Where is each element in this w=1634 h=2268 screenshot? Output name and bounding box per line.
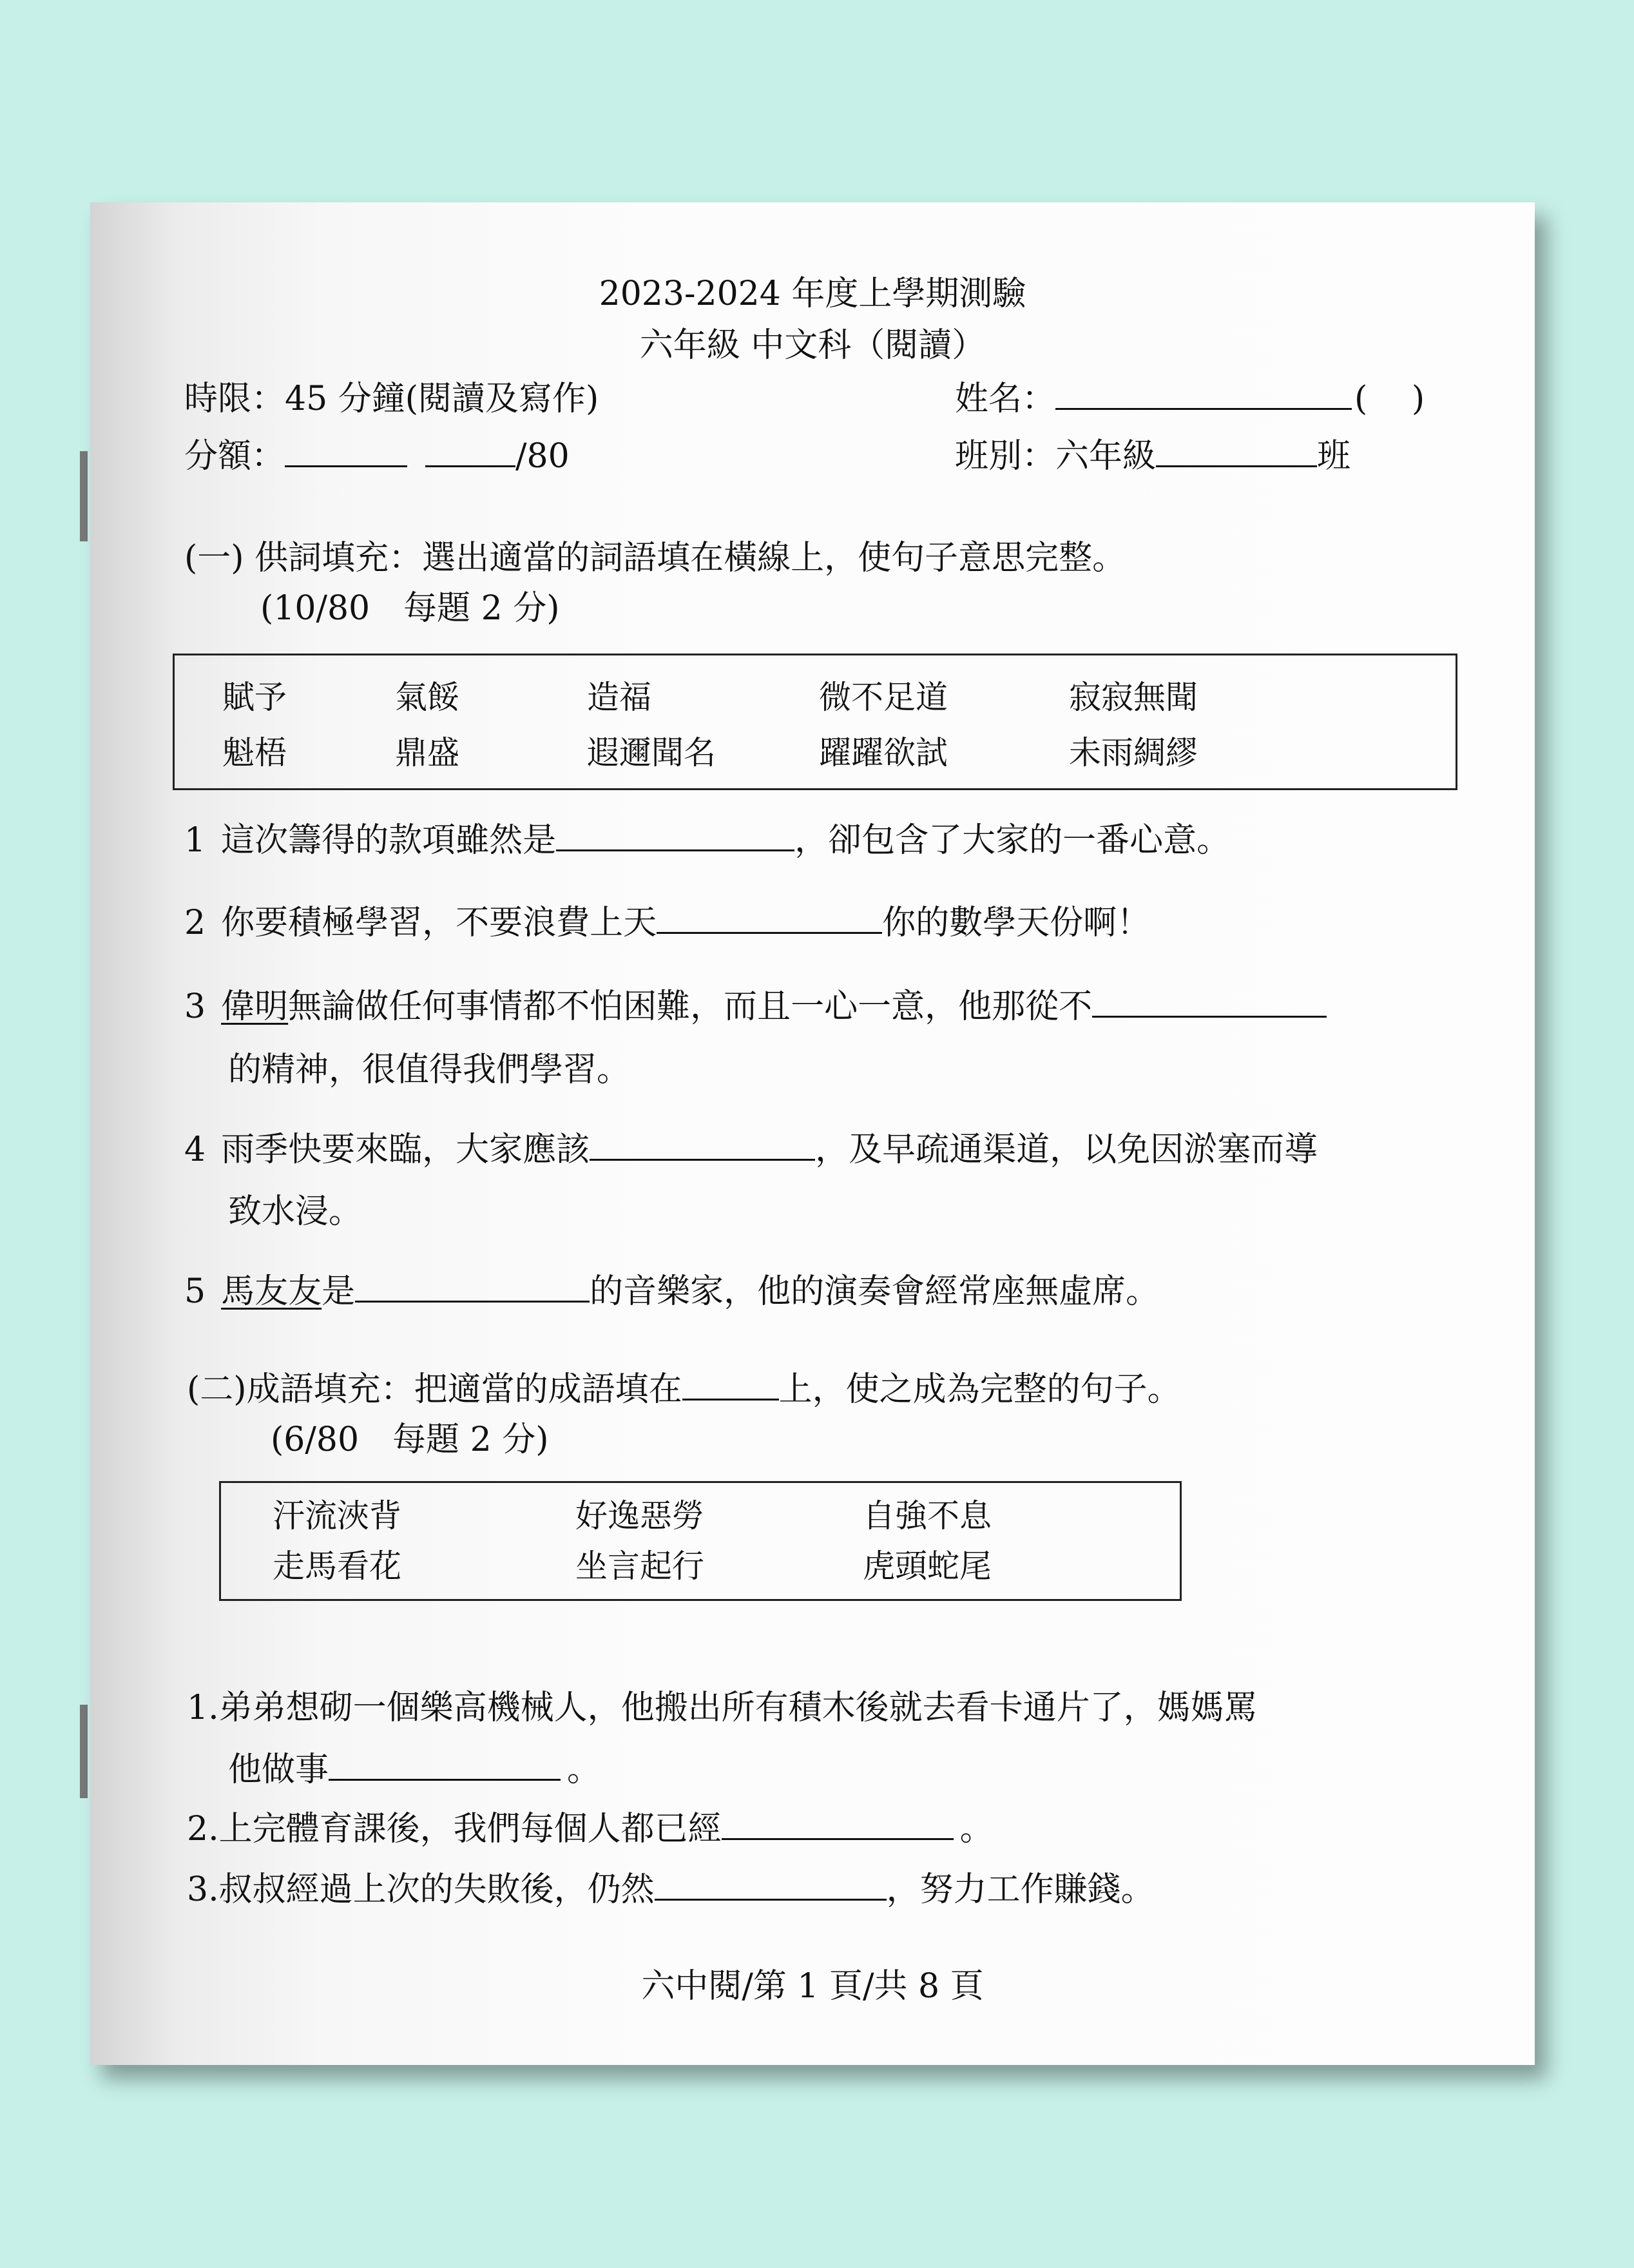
section1-title: (一) 供詞填充：選出適當的詞語填在橫線上，使句子意思完整。 [184,539,1126,577]
section2-title: (二)成語填充：把適當的成語填在 上，使之成為完整的句子。 [187,1370,1181,1409]
exam-subtitle: 六年級 中文科（閱讀） [639,326,986,365]
name-label: 姓名： [955,380,1056,418]
question-1-4: 4 雨季快要來臨，大家應該 ，及早疏通渠道，以免因淤塞而導 [184,1130,1318,1169]
idiom-bank-item: 坐言起行 [575,1547,704,1585]
answer-blank[interactable] [355,1272,590,1303]
answer-blank[interactable] [722,1810,954,1840]
question-1-5: 5 馬友友是 的音樂家，他的演奏會經常座無虛席。 [184,1272,1160,1311]
question-1-4-line2: 致水浸。 [228,1192,363,1231]
question-1-3-line2: 的精神，很值得我們學習。 [228,1051,631,1089]
score-blank[interactable] [285,437,407,467]
question-2-1-line2: 他做事 。 [228,1750,601,1789]
class-blank[interactable] [1156,437,1317,467]
score-blank-2[interactable] [425,437,515,467]
question-2-3: 3.叔叔經過上次的失敗後，仍然 ，努力工作賺錢。 [187,1870,1155,1909]
question-2-2: 2.上完體育課後，我們每個人都已經 。 [187,1810,994,1848]
word-bank-item: 微不足道 [819,679,948,716]
exam-page [90,202,1535,2065]
question-2-1: 1.弟弟想砌一個樂高機械人，他搬出所有積木後就去看卡通片了，媽媽罵 [187,1689,1258,1727]
answer-blank[interactable] [556,821,794,851]
section2-marks: (6/80 每題 2 分) [271,1420,549,1459]
title-blank [682,1370,779,1401]
word-bank-box [173,654,1457,790]
question-1-2: 2 你要積極學習，不要浪費上天 你的數學天份啊！ [184,904,1151,942]
idiom-bank-item: 好逸惡勞 [575,1497,704,1535]
answer-blank[interactable] [655,1870,887,1901]
name-blank[interactable] [1055,380,1352,410]
answer-blank[interactable] [1092,987,1327,1018]
class-number-paren: ( ) [1354,380,1425,418]
binding-mark-top [80,451,88,541]
class-suffix: 班 [1317,437,1351,476]
exam-title: 2023-2024 年度上學期測驗 [599,275,1026,313]
word-bank-item: 賦予 [222,679,287,716]
idiom-bank-item: 走馬看花 [273,1547,401,1585]
binding-mark-bottom [80,1705,88,1798]
answer-blank[interactable] [590,1130,815,1161]
score-label: 分額： [184,437,285,476]
page-footer: 六中閱/第 1 頁/共 8 頁 [641,1967,984,2006]
idiom-bank-item: 自強不息 [863,1497,992,1535]
question-1-1: 1 這次籌得的款項雖然是 ，卻包含了大家的一番心意。 [184,821,1231,860]
class-label: 班別：六年級 [955,437,1157,476]
time-limit: 時限：45 分鐘(閱讀及寫作) [184,380,599,418]
word-bank-item: 未雨綢繆 [1069,734,1198,771]
word-bank-item: 魁梧 [222,734,287,771]
word-bank-item: 鼎盛 [395,734,459,771]
section1-marks: (10/80 每題 2 分) [260,589,560,628]
answer-blank[interactable] [329,1750,561,1781]
score-total: /80 [515,437,570,476]
word-bank-item: 氣餒 [395,679,459,716]
idiom-bank-box [219,1481,1182,1601]
class-field [955,437,1350,476]
idiom-bank-item: 虎頭蛇尾 [863,1547,992,1585]
word-bank-item: 遐邇聞名 [587,734,716,771]
name-field[interactable] [955,380,1425,418]
proper-name: 偉明 [221,987,289,1026]
proper-name: 馬友友 [221,1272,322,1311]
idiom-bank-item: 汗流浹背 [273,1497,401,1535]
score-field [184,437,570,476]
answer-blank[interactable] [657,904,882,934]
word-bank-item: 寂寂無聞 [1069,679,1198,716]
word-bank-item: 造福 [587,679,651,716]
word-bank-item: 躍躍欲試 [819,734,948,771]
question-1-3: 3 偉明無論做任何事情都不怕困難，而且一心一意，他那從不 [184,987,1327,1026]
